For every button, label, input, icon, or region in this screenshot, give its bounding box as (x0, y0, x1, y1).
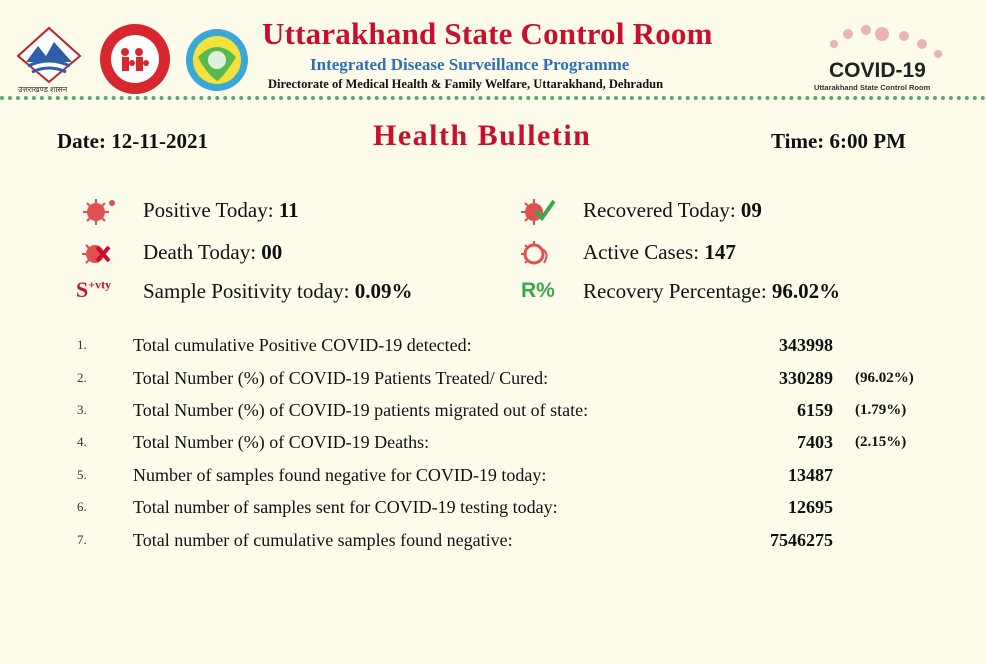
row-4-value: 7403 (797, 432, 833, 452)
recovery-percentage-icon: R% (521, 279, 555, 302)
covid-logo-subtext: Uttarakhand State Control Room (814, 83, 931, 92)
row-2-number: 2. (77, 370, 87, 385)
govt-logo-caption: उत्तराखण्ड शासन (18, 85, 68, 94)
death-today-value: 00 (261, 240, 283, 264)
active-cases-value: 147 (704, 240, 736, 264)
row-2-percent: (96.02%) (855, 370, 914, 386)
sample-positivity-value: 0.09% (354, 279, 413, 303)
virus-active-icon (518, 239, 558, 269)
sample-positivity-icon-sup: +vty (88, 277, 112, 292)
row-6-number: 6. (77, 499, 87, 514)
sample-positivity-icon-letter: S (76, 277, 89, 302)
positive-today-label: Positive Today: (143, 198, 279, 222)
directorate-line: Directorate of Medical Health & Family Welfare, Uttarakhand, Dehradun (268, 77, 664, 91)
recovery-percentage-value: 96.02% (771, 279, 841, 303)
row-4-percent: (2.15%) (855, 434, 907, 450)
row-5-value: 13487 (788, 465, 833, 485)
virus-death-icon (78, 239, 118, 269)
recovered-today-label: Recovered Today: (583, 198, 741, 222)
positive-today (143, 198, 299, 223)
recovered-today-value: 09 (740, 198, 762, 222)
row-3-value: 6159 (797, 400, 833, 420)
row-3-number: 3. (77, 402, 87, 417)
row-7-number: 7. (77, 532, 87, 547)
death-today-label: Death Today: (143, 240, 262, 264)
recovery-percentage (583, 279, 840, 304)
covid-logo (826, 24, 956, 64)
row-4-label: Total Number (%) of COVID-19 Deaths: (133, 432, 430, 452)
virus-icon (78, 197, 118, 227)
bulletin-date: Date: 12-11-2021 (57, 129, 209, 153)
row-6-label: Total number of samples sent for COVID-19 testing today: (133, 497, 558, 517)
row-3-percent: (1.79%) (855, 402, 907, 418)
row-2-label: Total Number (%) of COVID-19 Patients Treated/ Cured: (133, 368, 549, 388)
positive-today-value: 11 (278, 198, 299, 222)
row-7-label: Total number of cumulative samples found negative: (133, 530, 513, 550)
programme-subtitle: Integrated Disease Surveillance Programme (310, 55, 630, 74)
row-1-value: 343998 (779, 335, 833, 355)
row-5-number: 5. (77, 467, 87, 482)
row-1-label: Total cumulative Positive COVID-19 detected: (133, 335, 472, 355)
bulletin-time: Time: 6:00 PM (771, 129, 906, 153)
row-4-number: 4. (77, 434, 87, 449)
row-7-value: 7546275 (770, 530, 833, 550)
covid-logo-text: COVID-19 (829, 59, 926, 82)
idsp-logo (184, 27, 250, 93)
sample-positivity-icon (76, 277, 111, 303)
national-health-mission-logo (98, 22, 172, 96)
recovery-percentage-label: Recovery Percentage: (583, 279, 772, 303)
bulletin-title: Health Bulletin (373, 119, 592, 152)
row-2-value: 330289 (779, 368, 833, 388)
uttarakhand-govt-logo (14, 26, 84, 84)
active-cases-label: Active Cases: (583, 240, 705, 264)
active-cases (583, 240, 736, 265)
header-divider (0, 96, 986, 100)
row-3-label: Total Number (%) of COVID-19 patients migrated out of state: (133, 400, 589, 420)
row-6-value: 12695 (788, 497, 833, 517)
control-room-title: Uttarakhand State Control Room (262, 16, 713, 51)
recovered-today (583, 198, 762, 223)
row-5-label: Number of samples found negative for COVID-19 today: (133, 465, 547, 485)
row-1-number: 1. (77, 337, 87, 352)
sample-positivity (143, 279, 413, 304)
sample-positivity-label: Sample Positivity today: (143, 279, 355, 303)
death-today (143, 240, 282, 265)
virus-recovered-icon (518, 197, 558, 227)
